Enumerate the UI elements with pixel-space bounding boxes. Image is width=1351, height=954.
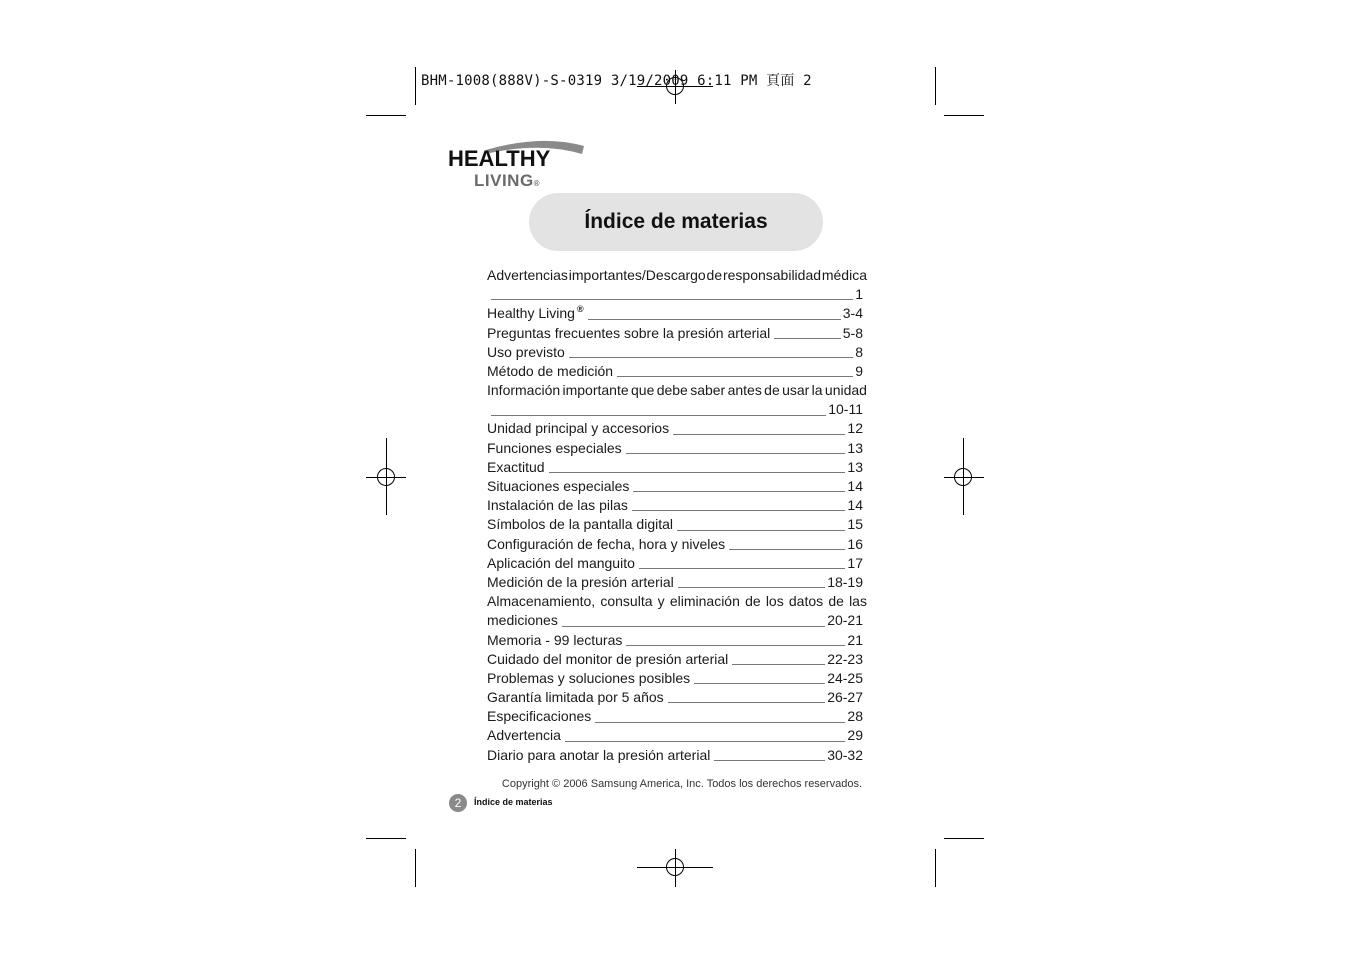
toc-word: datos bbox=[788, 593, 824, 610]
toc-leader-line bbox=[595, 721, 845, 723]
registration-circle bbox=[954, 468, 972, 486]
toc-entry bbox=[487, 707, 867, 726]
crop-mark bbox=[935, 67, 936, 105]
toc-page-number: 14 bbox=[847, 497, 863, 514]
page-title: Índice de materias bbox=[584, 210, 768, 233]
toc-entry-text: Uso previsto bbox=[487, 343, 565, 360]
toc-entry bbox=[487, 400, 867, 419]
toc-page-number: 3-4 bbox=[842, 305, 863, 322]
crop-mark bbox=[944, 115, 984, 116]
toc-leader-line bbox=[729, 548, 845, 550]
toc-word: eliminación bbox=[669, 593, 740, 610]
toc-leader-line bbox=[732, 663, 825, 665]
toc-entry-text: Memoria - 99 lecturas bbox=[487, 631, 623, 648]
toc-leader-line bbox=[617, 375, 853, 377]
toc-word: consulta bbox=[600, 593, 653, 610]
toc-page-number: 22-23 bbox=[827, 650, 863, 667]
toc-page-number: 17 bbox=[847, 554, 863, 571]
toc-entry-text: Advertencia bbox=[487, 727, 561, 744]
toc-entry-text bbox=[487, 592, 867, 611]
toc-page-number: 8 bbox=[855, 343, 863, 360]
toc-page-number: 29 bbox=[847, 727, 863, 744]
toc-word: importantes/Descargo bbox=[568, 266, 706, 283]
toc-leader-line bbox=[491, 414, 826, 416]
toc-entry-text bbox=[487, 381, 867, 400]
registration-circle bbox=[377, 468, 395, 486]
toc-word: las bbox=[849, 593, 867, 610]
toc-entry bbox=[487, 343, 867, 362]
crop-mark bbox=[366, 838, 406, 839]
table-of-contents bbox=[487, 266, 867, 765]
toc-entry-text: Problemas y soluciones posibles bbox=[487, 669, 691, 686]
toc-page-number: 18-19 bbox=[827, 573, 863, 590]
toc-entry bbox=[487, 420, 867, 439]
print-header: BHM-1008(888V)-S-0319 3/19/2009 6:11 PM 頁面 2 bbox=[421, 73, 812, 89]
logo-healthy-text: HEALTHY bbox=[448, 146, 551, 171]
toc-leader-line bbox=[639, 567, 846, 569]
toc-page-number: 20-21 bbox=[827, 612, 863, 629]
toc-leader-line bbox=[774, 337, 840, 339]
toc-entry bbox=[487, 688, 867, 707]
toc-page-number: 5-8 bbox=[842, 324, 863, 341]
toc-page-number: 24-25 bbox=[827, 669, 863, 686]
toc-word: Información bbox=[487, 382, 561, 399]
crop-mark bbox=[415, 849, 416, 887]
toc-entry bbox=[487, 573, 867, 592]
toc-word: de bbox=[764, 382, 780, 399]
toc-entry-text: Medición de la presión arterial bbox=[487, 573, 674, 590]
toc-word: la bbox=[811, 382, 823, 399]
title-banner bbox=[529, 193, 823, 251]
crop-mark bbox=[366, 115, 406, 116]
toc-entry-text: Diario para anotar la presión arterial bbox=[487, 746, 711, 763]
toc-entry bbox=[487, 266, 867, 285]
toc-word: Advertencias bbox=[487, 266, 568, 283]
toc-entry-text: Aplicación del manguito bbox=[487, 554, 635, 571]
toc-leader-line bbox=[673, 433, 845, 435]
toc-leader-line bbox=[562, 625, 825, 627]
toc-entry-text: Garantía limitada por 5 años bbox=[487, 689, 664, 706]
toc-entry bbox=[487, 515, 867, 534]
toc-entry bbox=[487, 324, 867, 343]
toc-leader-line bbox=[632, 509, 846, 511]
toc-entry-text: Situaciones especiales bbox=[487, 478, 630, 495]
toc-entry bbox=[487, 727, 867, 746]
toc-leader-line bbox=[668, 701, 826, 703]
toc-entry-text: Unidad principal y accesorios bbox=[487, 420, 670, 437]
toc-leader-line bbox=[569, 356, 853, 358]
crop-mark bbox=[415, 67, 416, 105]
toc-entry bbox=[487, 496, 867, 515]
toc-entry-text: Cuidado del monitor de presión arterial bbox=[487, 650, 729, 667]
toc-entry-text: Preguntas frecuentes sobre la presión arterial bbox=[487, 324, 771, 341]
registration-circle bbox=[666, 858, 684, 876]
toc-word: debe bbox=[656, 382, 688, 399]
toc-leader-line bbox=[565, 740, 845, 742]
toc-entry-text: Instalación de las pilas bbox=[487, 497, 628, 514]
toc-word: unidad bbox=[824, 382, 867, 399]
toc-leader-line bbox=[626, 644, 845, 646]
toc-entry-text: Exactitud bbox=[487, 458, 545, 475]
registered-mark: ® bbox=[576, 304, 584, 315]
toc-word: antes bbox=[727, 382, 762, 399]
toc-word: que bbox=[631, 382, 655, 399]
toc-entry bbox=[487, 631, 867, 650]
toc-page-number: 12 bbox=[847, 420, 863, 437]
toc-page-number: 28 bbox=[847, 708, 863, 725]
toc-word: usar bbox=[782, 382, 810, 399]
toc-page-number: 13 bbox=[847, 458, 863, 475]
toc-entry-text bbox=[487, 266, 867, 285]
toc-word: de bbox=[745, 593, 761, 610]
toc-word: responsabilidad bbox=[722, 266, 822, 283]
toc-entry bbox=[487, 669, 867, 688]
toc-entry-text: Healthy Living ® bbox=[487, 304, 584, 322]
brand-logo bbox=[446, 136, 596, 192]
toc-entry bbox=[487, 592, 867, 611]
toc-word: médica bbox=[821, 266, 867, 283]
logo-living-text: LIVING® bbox=[474, 171, 541, 190]
toc-leader-line bbox=[677, 529, 845, 531]
toc-word: de bbox=[706, 266, 723, 283]
toc-word: de bbox=[828, 593, 844, 610]
page-number-badge: 2 bbox=[449, 794, 467, 812]
toc-word: los bbox=[765, 593, 784, 610]
toc-entry-text: Funciones especiales bbox=[487, 439, 622, 456]
toc-page-number: 21 bbox=[847, 631, 863, 648]
toc-entry bbox=[487, 304, 867, 323]
toc-page-number: 10-11 bbox=[828, 401, 863, 418]
toc-entry bbox=[487, 381, 867, 400]
toc-entry-text: Configuración de fecha, hora y niveles bbox=[487, 535, 726, 552]
toc-page-number: 16 bbox=[847, 535, 863, 552]
toc-page-number: 9 bbox=[855, 362, 863, 379]
toc-entry bbox=[487, 439, 867, 458]
toc-entry bbox=[487, 458, 867, 477]
toc-word: y bbox=[657, 593, 665, 610]
toc-entry-text: Especificaciones bbox=[487, 708, 592, 725]
toc-leader-line bbox=[714, 759, 825, 761]
toc-page-number: 15 bbox=[847, 516, 863, 533]
toc-leader-line bbox=[549, 471, 846, 473]
toc-page-number: 1 bbox=[855, 286, 863, 303]
toc-word: importante bbox=[562, 382, 629, 399]
toc-word: Almacenamiento, bbox=[487, 593, 596, 610]
toc-page-number: 26-27 bbox=[827, 689, 863, 706]
toc-entry bbox=[487, 362, 867, 381]
toc-entry-text: Método de medición bbox=[487, 362, 614, 379]
footer-section-label: Índice de materias bbox=[474, 797, 553, 807]
toc-entry bbox=[487, 477, 867, 496]
toc-leader-line bbox=[588, 318, 841, 320]
toc-page-number: 14 bbox=[847, 478, 863, 495]
toc-leader-line bbox=[633, 490, 845, 492]
toc-entry bbox=[487, 611, 867, 630]
toc-entry bbox=[487, 746, 867, 765]
toc-leader-line bbox=[626, 452, 846, 454]
toc-leader-line bbox=[678, 586, 825, 588]
toc-entry bbox=[487, 554, 867, 573]
toc-page-number: 30-32 bbox=[827, 746, 863, 763]
toc-leader-line bbox=[694, 682, 825, 684]
toc-entry bbox=[487, 650, 867, 669]
toc-page-number: 13 bbox=[847, 439, 863, 456]
toc-entry-text: mediciones bbox=[487, 612, 558, 629]
toc-word: saber bbox=[690, 382, 726, 399]
toc-entry-text: Símbolos de la pantalla digital bbox=[487, 516, 674, 533]
toc-entry bbox=[487, 535, 867, 554]
crop-mark bbox=[944, 838, 984, 839]
copyright-notice: Copyright © 2006 Samsung America, Inc. Todos los derechos reservados. bbox=[501, 778, 862, 790]
crop-mark bbox=[935, 849, 936, 887]
